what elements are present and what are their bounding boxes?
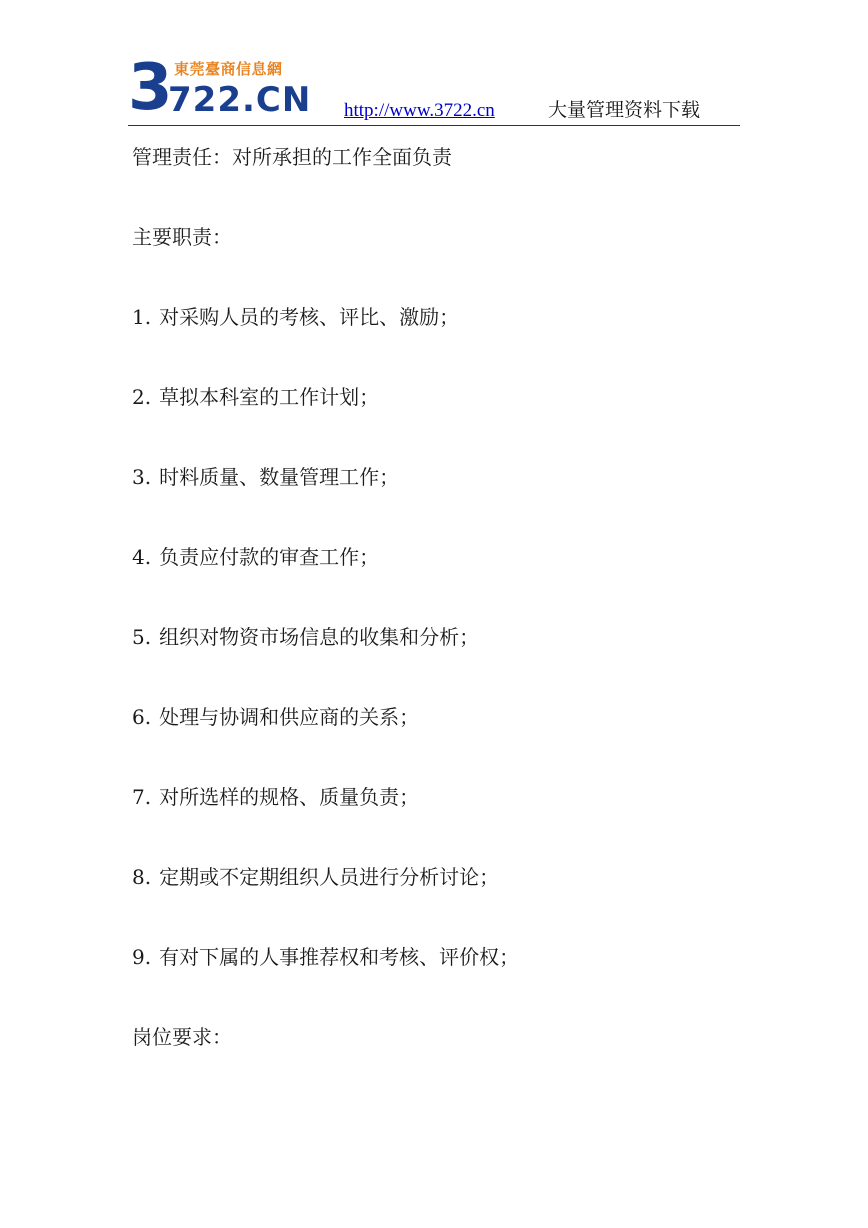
duty-item xyxy=(132,942,752,972)
duty-number: 5. xyxy=(132,625,152,649)
duty-item xyxy=(132,702,752,732)
logo-chinese-name: 東莞臺商信息網 xyxy=(174,60,283,78)
duty-text: 对采购人员的考核、评比、激励； xyxy=(159,305,460,329)
duty-text: 草拟本科室的工作计划； xyxy=(159,385,380,409)
duty-number: 2. xyxy=(132,385,152,409)
site-url-link[interactable]: http://www.3722.cn xyxy=(344,100,495,121)
header-divider xyxy=(128,125,740,126)
responsibility-line: 管理责任：对所承担的工作全面负责 xyxy=(132,145,452,169)
document-body xyxy=(132,142,752,1052)
duty-item xyxy=(132,782,752,812)
duties-heading: 主要职责： xyxy=(132,225,232,249)
duty-number: 1. xyxy=(132,305,152,329)
duty-item xyxy=(132,382,752,412)
duty-number: 6. xyxy=(132,705,152,729)
duty-number: 9. xyxy=(132,945,152,969)
duty-item xyxy=(132,542,752,572)
site-logo xyxy=(128,51,312,125)
duty-number: 7. xyxy=(132,785,152,809)
duty-text: 组织对物资市场信息的收集和分析； xyxy=(159,625,480,649)
duty-text: 定期或不定期组织人员进行分析讨论； xyxy=(159,865,500,889)
duty-number: 3. xyxy=(132,465,152,489)
duty-text: 时料质量、数量管理工作； xyxy=(159,465,400,489)
duty-text: 负责应付款的审查工作； xyxy=(159,545,380,569)
site-slogan: 大量管理资料下载 xyxy=(548,99,701,121)
duty-item xyxy=(132,302,752,332)
requirements-heading: 岗位要求： xyxy=(132,1025,232,1049)
page-header xyxy=(0,0,868,130)
duty-item xyxy=(132,462,752,492)
logo-mark: 3 xyxy=(128,51,173,125)
logo-number: 722.CN xyxy=(168,80,312,120)
duty-text: 处理与协调和供应商的关系； xyxy=(159,705,420,729)
duty-item xyxy=(132,622,752,652)
duty-number: 8. xyxy=(132,865,152,889)
duty-number: 4. xyxy=(132,545,152,569)
duty-text: 对所选样的规格、质量负责； xyxy=(159,785,420,809)
duty-item xyxy=(132,862,752,892)
duty-text: 有对下属的人事推荐权和考核、评价权； xyxy=(159,945,520,969)
